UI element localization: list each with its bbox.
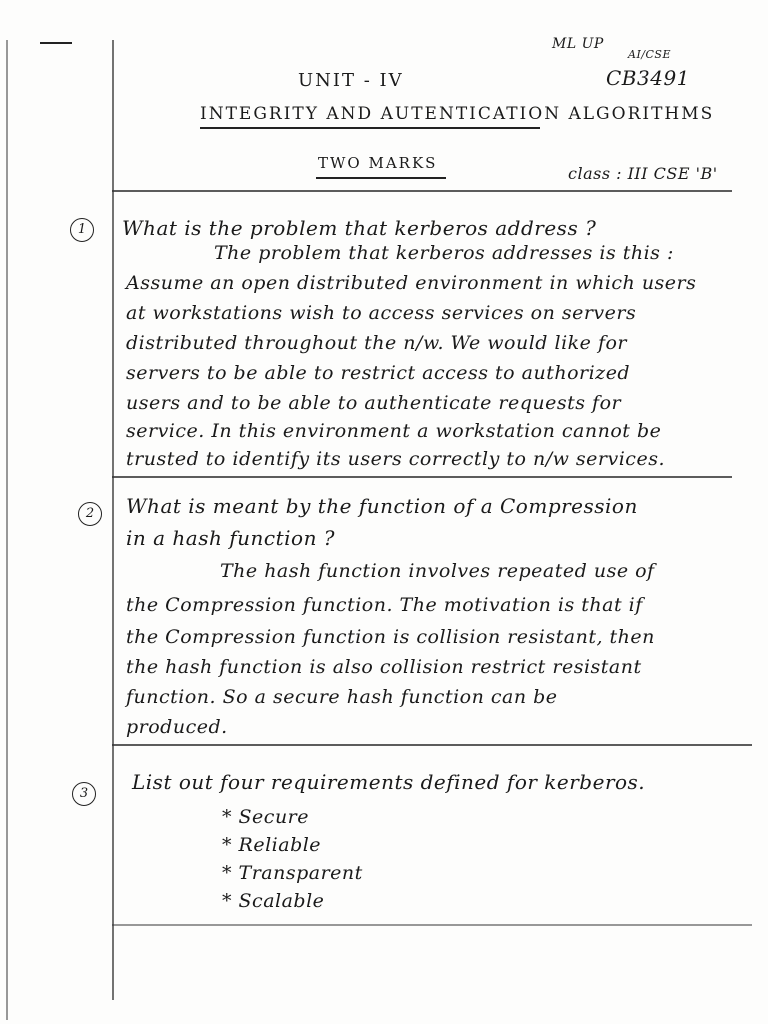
class-label: class : III CSE 'B': [568, 164, 718, 183]
question-2-line-2: in a hash function ?: [126, 526, 336, 550]
answer-2-line-1: The hash function involves repeated use of: [220, 560, 655, 582]
answer-1-line-3: at workstations wish to access services on servers: [126, 302, 637, 324]
answer-1-line-4: distributed throughout the n/w. We would like for: [126, 332, 628, 354]
title-underline: [200, 127, 540, 129]
corner-note-2: AI/CSE: [628, 48, 671, 61]
question-2-line-1: What is meant by the function of a Compression: [126, 494, 638, 518]
section-underline: [316, 177, 446, 179]
unit-heading: UNIT - IV: [298, 70, 404, 91]
requirement-item: * Secure: [222, 806, 310, 828]
requirement-item: * Scalable: [222, 890, 325, 912]
page-left-edge: [6, 40, 8, 1020]
rule-line-bottom: [112, 924, 752, 926]
question-number-1: 1: [70, 218, 94, 242]
margin-rule: [112, 40, 114, 1000]
question-3-text: List out four requirements defined for kerberos.: [132, 770, 646, 794]
answer-2-line-5: function. So a secure hash function can be: [126, 686, 558, 708]
requirement-item: * Reliable: [222, 834, 322, 856]
answer-1-line-7: service. In this environment a workstation cannot be: [126, 420, 662, 442]
answer-2-line-3: the Compression function is collision resistant, then: [126, 626, 655, 648]
answer-1-line-1: The problem that kerberos addresses is this :: [214, 242, 674, 264]
answer-2-line-2: the Compression function. The motivation is that if: [126, 594, 643, 616]
answer-1-line-2: Assume an open distributed environment in which users: [126, 272, 697, 294]
page-title: INTEGRITY AND AUTENTICATION ALGORITHMS: [200, 104, 715, 124]
rule-line-top: [112, 190, 732, 192]
rule-line-1: [112, 476, 732, 478]
course-code: CB3491: [606, 66, 690, 90]
requirement-item: * Transparent: [222, 862, 363, 884]
rule-line-2: [112, 744, 752, 746]
question-1-text: What is the problem that kerberos address ?: [122, 216, 597, 240]
section-heading: TWO MARKS: [318, 154, 438, 172]
answer-2-line-6: produced.: [126, 716, 228, 738]
answer-2-line-4: the hash function is also collision restrict resistant: [126, 656, 642, 678]
question-number-2: 2: [78, 502, 102, 526]
answer-1-line-5: servers to be able to restrict access to authorized: [126, 362, 631, 384]
answer-1-line-8: trusted to identify its users correctly to n/w services.: [126, 448, 665, 470]
answer-1-line-6: users and to be able to authenticate requests for: [126, 392, 622, 414]
question-number-3: 3: [72, 782, 96, 806]
corner-note-1: ML UP: [552, 36, 604, 52]
top-dash-mark: [40, 42, 72, 44]
